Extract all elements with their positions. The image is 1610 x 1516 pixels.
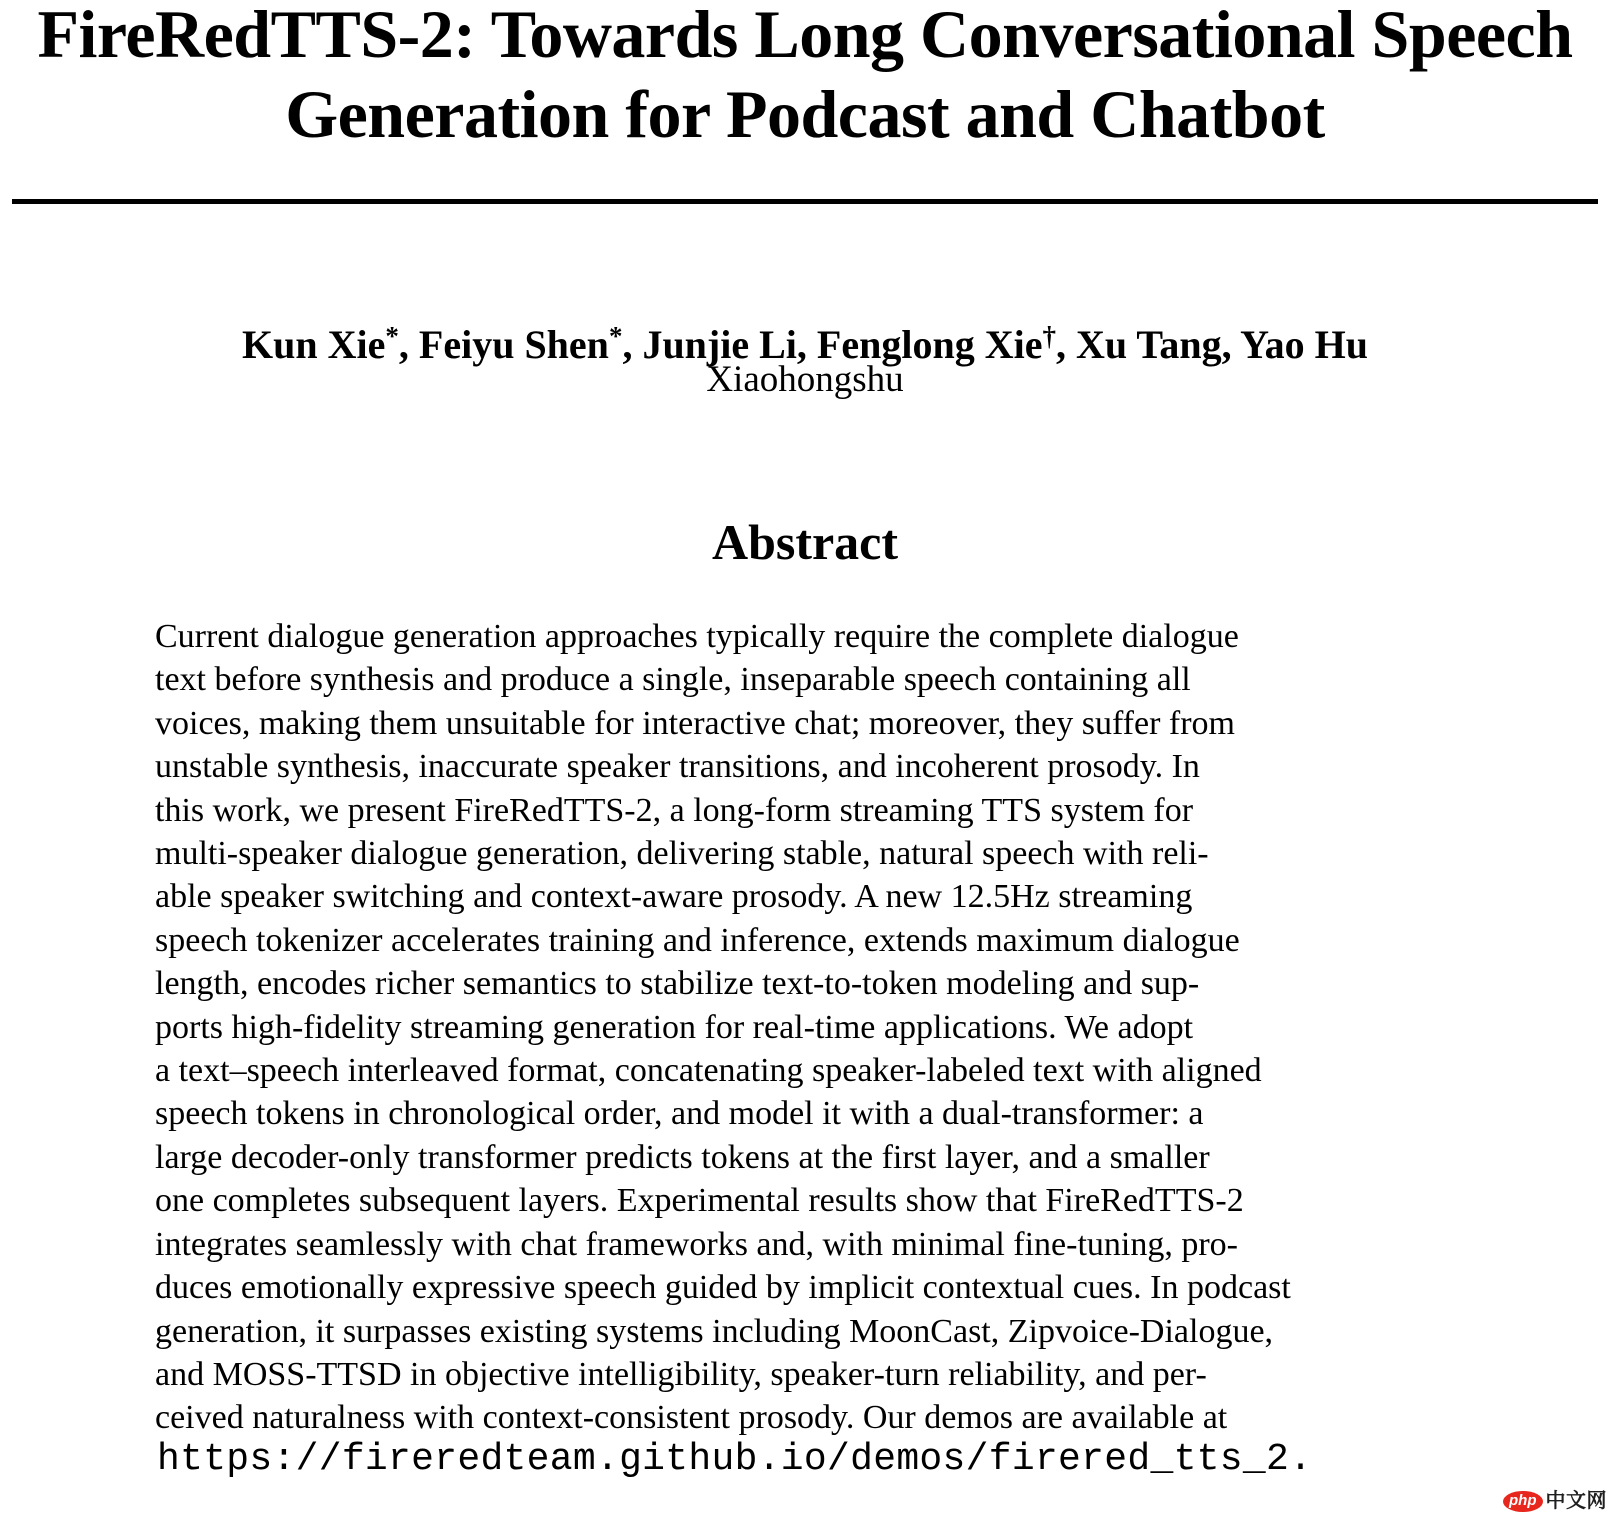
abstract-heading: Abstract <box>711 514 899 570</box>
abstract-line: speech tokenizer accelerates training and inference, extends maximum dialogue <box>155 921 1240 959</box>
author-name: , Feiyu Shen <box>398 322 609 367</box>
watermark <box>1503 1490 1607 1512</box>
author-name: Kun Xie <box>242 322 386 367</box>
abstract-line: large decoder-only transformer predicts tokens at the first layer, and a smaller <box>155 1138 1210 1176</box>
abstract-line: length, encodes richer semantics to stabilize text-to-token modeling and sup- <box>155 965 1200 1003</box>
author-name: , Yao Hu <box>1221 322 1368 367</box>
abstract-line: a text–speech interleaved format, concatenating speaker-labeled text with aligned <box>155 1052 1262 1090</box>
demo-url-link[interactable]: https://fireredteam.github.io/demos/firered_tts_2. <box>157 1438 1313 1481</box>
abstract-line: ceived naturalness with context-consistent prosody. Our demos are available at <box>155 1399 1228 1437</box>
title-divider-rule <box>12 199 1598 204</box>
abstract-line: speech tokens in chronological order, and model it with a dual-transformer: a <box>155 1095 1204 1133</box>
author-name: , Xu Tang <box>1055 322 1222 367</box>
abstract-body <box>155 615 1450 1440</box>
author-footnote-mark: † <box>1042 321 1056 351</box>
abstract-line: voices, making them unsuitable for interactive chat; moreover, they suffer from <box>155 704 1235 742</box>
abstract-line: integrates seamlessly with chat frameworks and, with minimal fine-tuning, pro- <box>155 1225 1239 1263</box>
watermark-site-text: 中文网 <box>1545 1490 1607 1512</box>
author-footnote-mark: * <box>608 321 623 351</box>
abstract-line: and MOSS-TTSD in objective intelligibility, speaker-turn reliability, and per- <box>155 1355 1207 1393</box>
abstract-line: this work, we present FireRedTTS-2, a long-form streaming TTS system for <box>155 791 1194 829</box>
abstract-line: multi-speaker dialogue generation, delivering stable, natural speech with reli- <box>155 835 1209 873</box>
affiliation: Xiaohongshu <box>706 359 904 400</box>
abstract-line: one completes subsequent layers. Experimental results show that FireRedTTS-2 <box>155 1182 1244 1220</box>
paper-title-line2: Generation for Podcast and Chatbot <box>285 76 1325 152</box>
author-name: , Fenglong Xie <box>796 322 1043 367</box>
author-footnote-mark: * <box>385 321 399 351</box>
abstract-line: duces emotionally expressive speech guided by implicit contextual cues. In podcast <box>155 1269 1291 1307</box>
paper-title-line1: FireRedTTS-2: Towards Long Conversational Speech <box>37 0 1573 72</box>
paper-title <box>0 0 1610 154</box>
php-logo-badge: php <box>1503 1491 1543 1512</box>
abstract-line: Current dialogue generation approaches typically require the complete dialogue <box>155 618 1239 655</box>
abstract-line: ports high-fidelity streaming generation for real-time applications. We adopt <box>155 1008 1194 1046</box>
abstract-line: generation, it surpasses existing systems including MoonCast, Zipvoice-Dialogue, <box>155 1312 1274 1350</box>
abstract-line: able speaker switching and context-aware prosody. A new 12.5Hz streaming <box>155 878 1193 916</box>
author-name: , Junjie Li <box>622 322 797 367</box>
abstract-line: unstable synthesis, inaccurate speaker transitions, and incoherent prosody. In <box>155 748 1200 786</box>
abstract-line: text before synthesis and produce a single, inseparable speech containing all <box>155 661 1191 699</box>
